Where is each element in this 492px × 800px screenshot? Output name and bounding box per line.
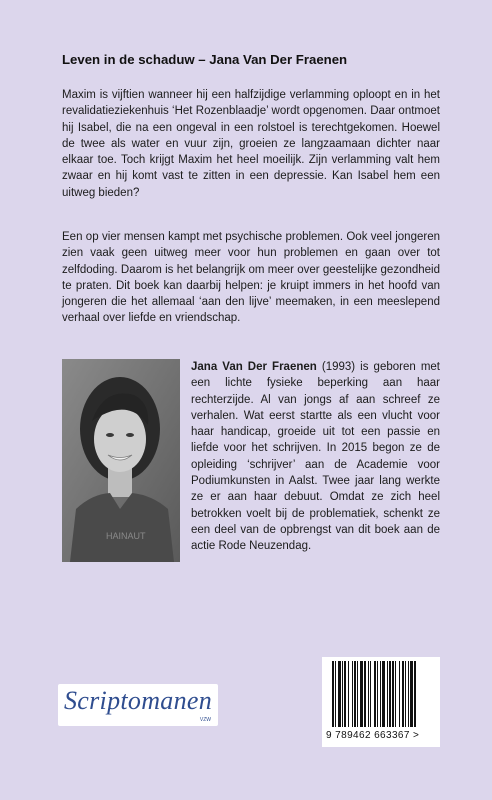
book-title: Leven in de schaduw – Jana Van Der Fraenen xyxy=(62,52,348,67)
publisher-logo xyxy=(58,684,218,726)
blurb-paragraph-2: Een op vier mensen kampt met psychische problemen. Ook veel jongeren zien vaak geen uitweg meer voor hun problemen en gaan over tot zelfdoding. Daarom is het belangrijk om meer over geestelijke gezondheid te praten. Dit boek kan daarbij helpen: je kruipt immers in het hoofd van jongeren die het allemaal ‘aan den lijve’ meemaken, in een meeslepend verhaal over liefde en vriendschap. xyxy=(62,231,440,325)
publisher-name: Scriptomanen xyxy=(64,686,213,715)
blurb-paragraph-1: Maxim is vijftien wanneer hij een halfzijdige verlamming oploopt en in het revalidatieziekenhuis ‘Het Rozenblaadje’ wordt opgenomen. Daar ontmoet hij Isabel, die na een ongeval in een rolstoel is terechtgekomen. Hoewel de twee als water en vuur zijn, groeien ze langzaamaan dichter naar elkaar toe. Toch krijgt Maxim het heel moeilijk. Zijn verlamming valt hem zwaar en hij komt vast te zitten in een depressie. Kan Isabel hem een uitweg bieden? xyxy=(62,89,440,199)
isbn-number: 9 789462 663367 > xyxy=(326,730,420,741)
author-portrait-image xyxy=(62,359,180,562)
author-photo xyxy=(62,359,180,562)
author-bio-text: (1993) is geboren met een lichte fysieke beperking aan haar rechterzijde. Al van jongs af aan schreef ze verhalen. Wat eerst startte als een vlucht voor haar handicap, groeide uit tot een passie en liefde voor het schrijven. In 2015 begon ze de opleiding ‘schrijver’ aan de Academie voor Podiumkunsten in Aalst. Twee jaar lang werkte ze er aan haar debuut. Omdat ze zich heel betrokken voelt bij de problematiek, schenkt ze een deel van de opbrengst van dit boek aan de actie Rode Neuzendag. xyxy=(191,361,440,553)
barcode-bars xyxy=(328,661,434,729)
author-name: Jana Van Der Fraenen xyxy=(191,361,317,373)
shirt-print: HAINAUT xyxy=(106,531,146,541)
publisher-sub: VZW xyxy=(199,717,211,723)
isbn-barcode xyxy=(322,657,440,747)
author-bio xyxy=(191,359,440,555)
